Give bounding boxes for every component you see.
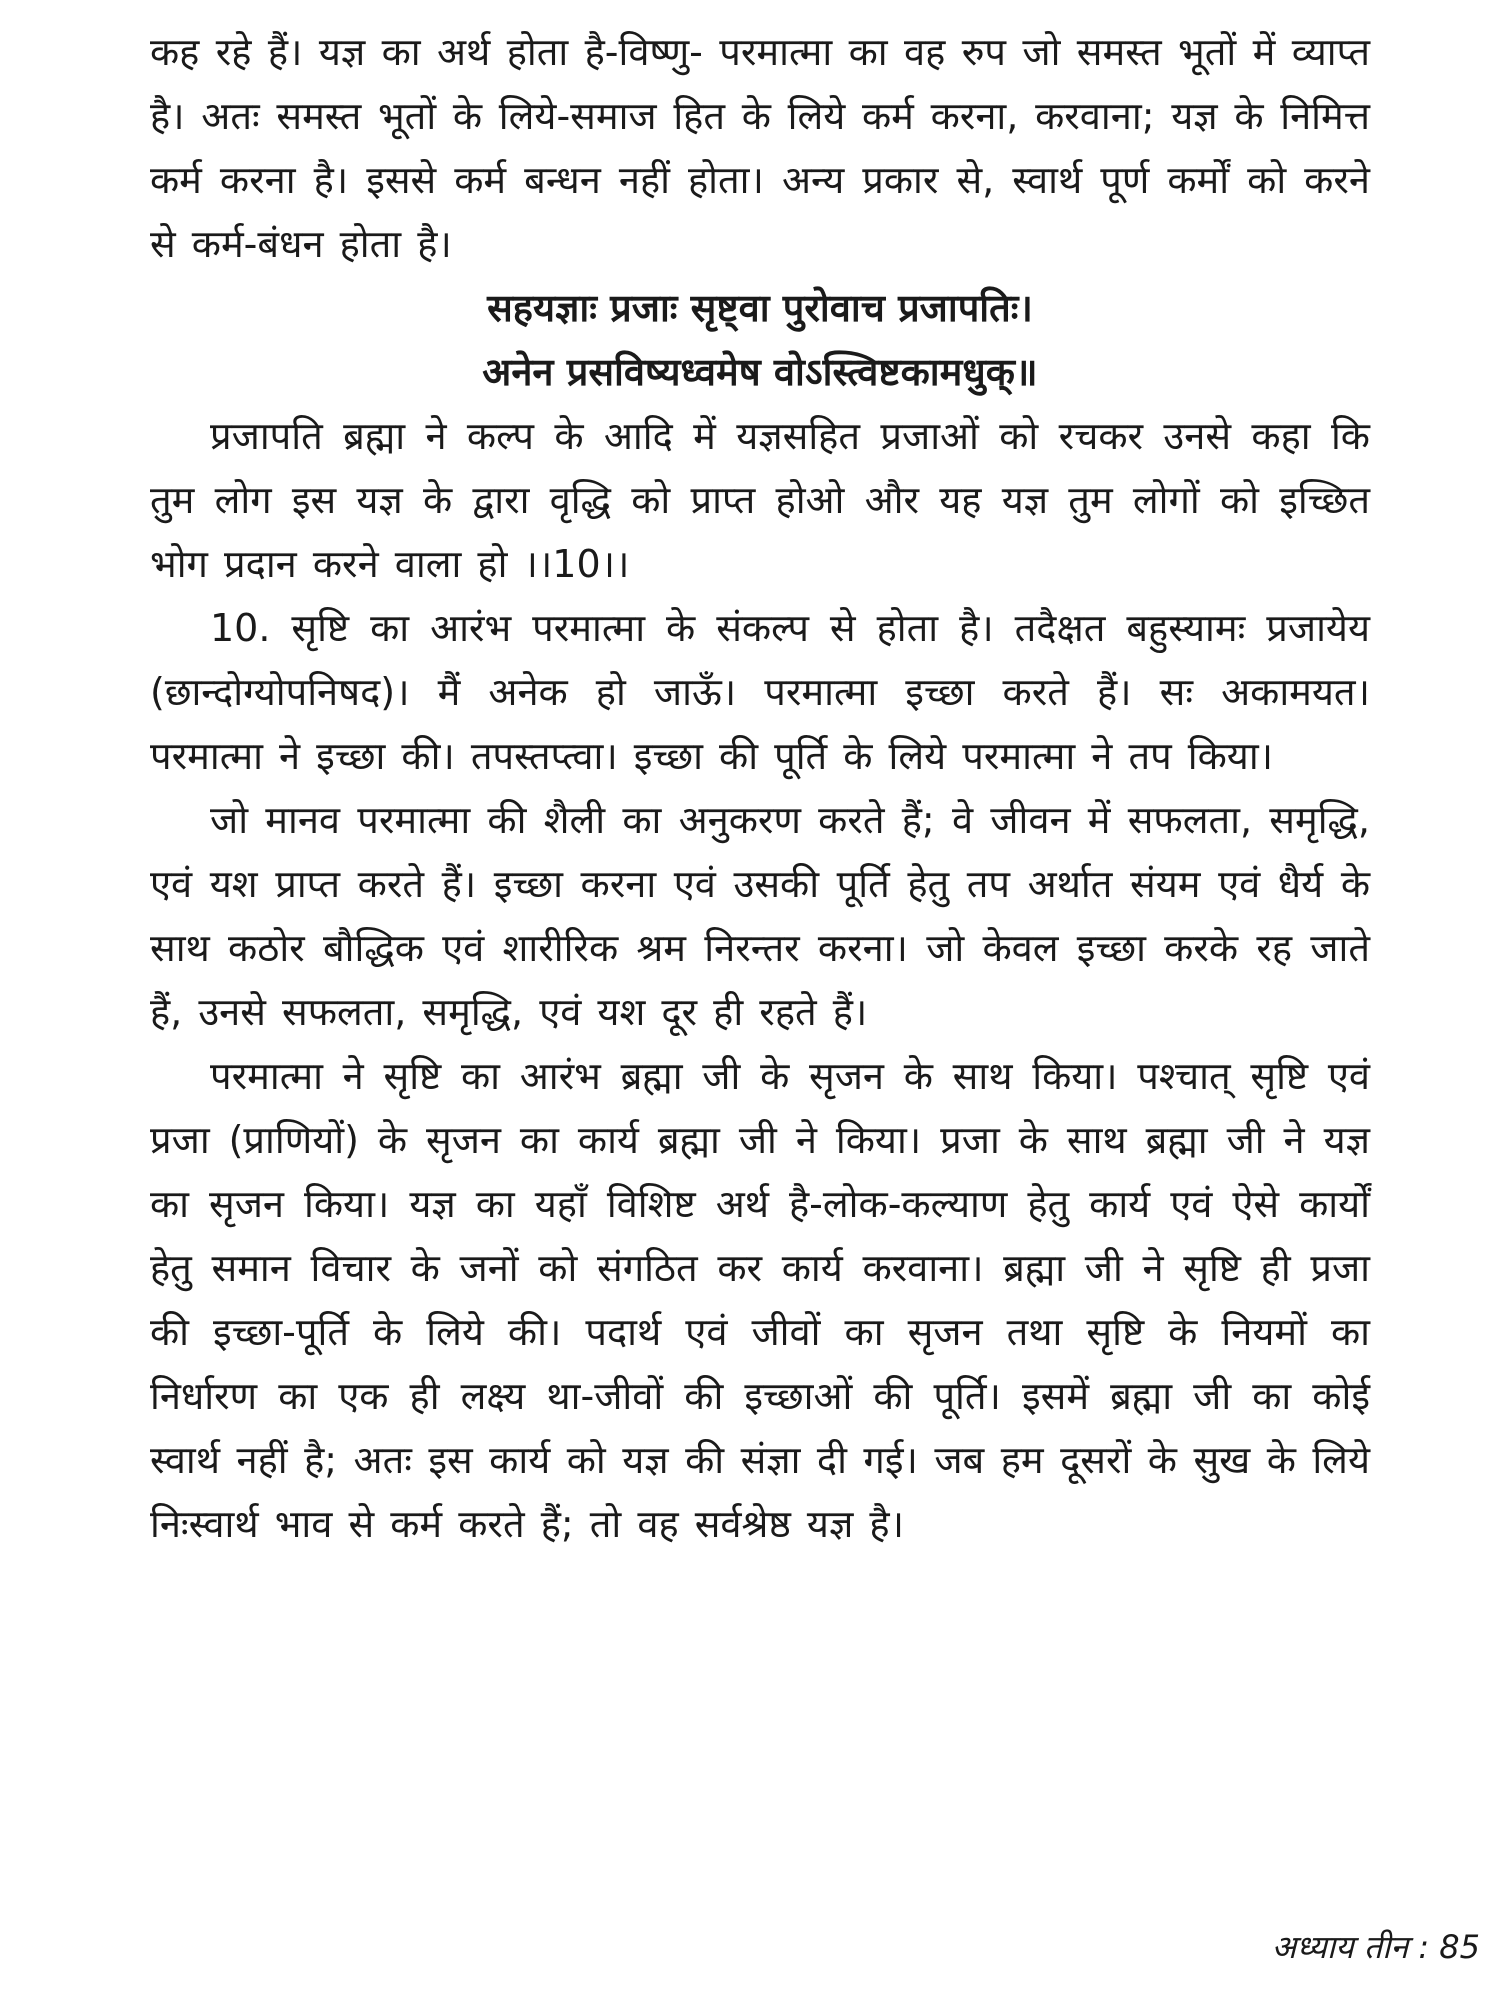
page-footer: अध्याय तीन : 85 [1271,1928,1480,1966]
document-page [150,20,1370,1980]
paragraph-continuation: कह रहे हैं। यज्ञ का अर्थ होता है-विष्णु- परमात्मा का वह रुप जो समस्त भूतों में व्याप्त है। अतः समस्त भूतों के लिये-समाज हित के लिये कर्म करना, करवाना; यज्ञ के निमित्त कर्म करना है। इससे कर्म बन्धन नहीं होता। अन्य प्रकार से, स्वार्थ पूर्ण कर्मों को करने से कर्म-बंधन होता है। [150,30,1370,266]
verse-translation: प्रजापति ब्रह्मा ने कल्प के आदि में यज्ञसहित प्रजाओं को रचकर उनसे कहा कि तुम लोग इस यज्ञ के द्वारा वृद्धि को प्राप्त होओ और यह यज्ञ तुम लोगों को इच्छित भोग प्रदान करने वाला हो ।।10।। [150,414,1370,586]
commentary-paragraph-2: जो मानव परमात्मा की शैली का अनुकरण करते हैं; वे जीवन में सफलता, समृद्धि, एवं यश प्राप्त करते हैं। इच्छा करना एवं उसकी पूर्ति हेतु तप अर्थात संयम एवं धैर्य के साथ कठोर बौद्धिक एवं शारीरिक श्रम निरन्तर करना। जो केवल इच्छा करके रह जाते हैं, उनसे सफलता, समृद्धि, एवं यश दूर ही रहते हैं। [150,798,1370,1034]
verse-line-1: सहयज्ञाः प्रजाः सृष्ट्वा पुरोवाच प्रजापतिः। [487,286,1033,330]
commentary-paragraph-3: परमात्मा ने सृष्टि का आरंभ ब्रह्मा जी के सृजन के साथ किया। पश्चात् सृष्टि एवं प्रजा (प्राणियों) के सृजन का कार्य ब्रह्मा जी ने किया। प्रजा के साथ ब्रह्मा जी ने यज्ञ का सृजन किया। यज्ञ का यहाँ विशिष्ट अर्थ है-लोक-कल्याण हेतु कार्य एवं ऐसे कार्यों हेतु समान विचार के जनों को संगठित कर कार्य करवाना। ब्रह्मा जी ने सृष्टि ही प्रजा की इच्छा-पूर्ति के लिये की। पदार्थ एवं जीवों का सृजन तथा सृष्टि के नियमों का निर्धारण का एक ही लक्ष्य था-जीवों की इच्छाओं की पूर्ति। इसमें ब्रह्मा जी का कोई स्वार्थ नहीं है; अतः इस कार्य को यज्ञ की संज्ञा दी गई। जब हम दूसरों के सुख के लिये निःस्वार्थ भाव से कर्म करते हैं; तो वह सर्वश्रेष्ठ यज्ञ है। [150,1054,1370,1546]
verse-line-2: अनेन प्रसविष्यध्वमेष वोऽस्त्विष्टकामधुक्॥ [482,350,1038,394]
commentary-paragraph-1: 10. सृष्टि का आरंभ परमात्मा के संकल्प से होता है। तदैक्षत बहुस्यामः प्रजायेय (छान्दोग्योपनिषद)। मैं अनेक हो जाऊँ। परमात्मा इच्छा करते हैं। सः अकामयत। परमात्मा ने इच्छा की। तपस्तप्त्वा। इच्छा की पूर्ति के लिये परमात्मा ने तप किया। [150,606,1370,778]
